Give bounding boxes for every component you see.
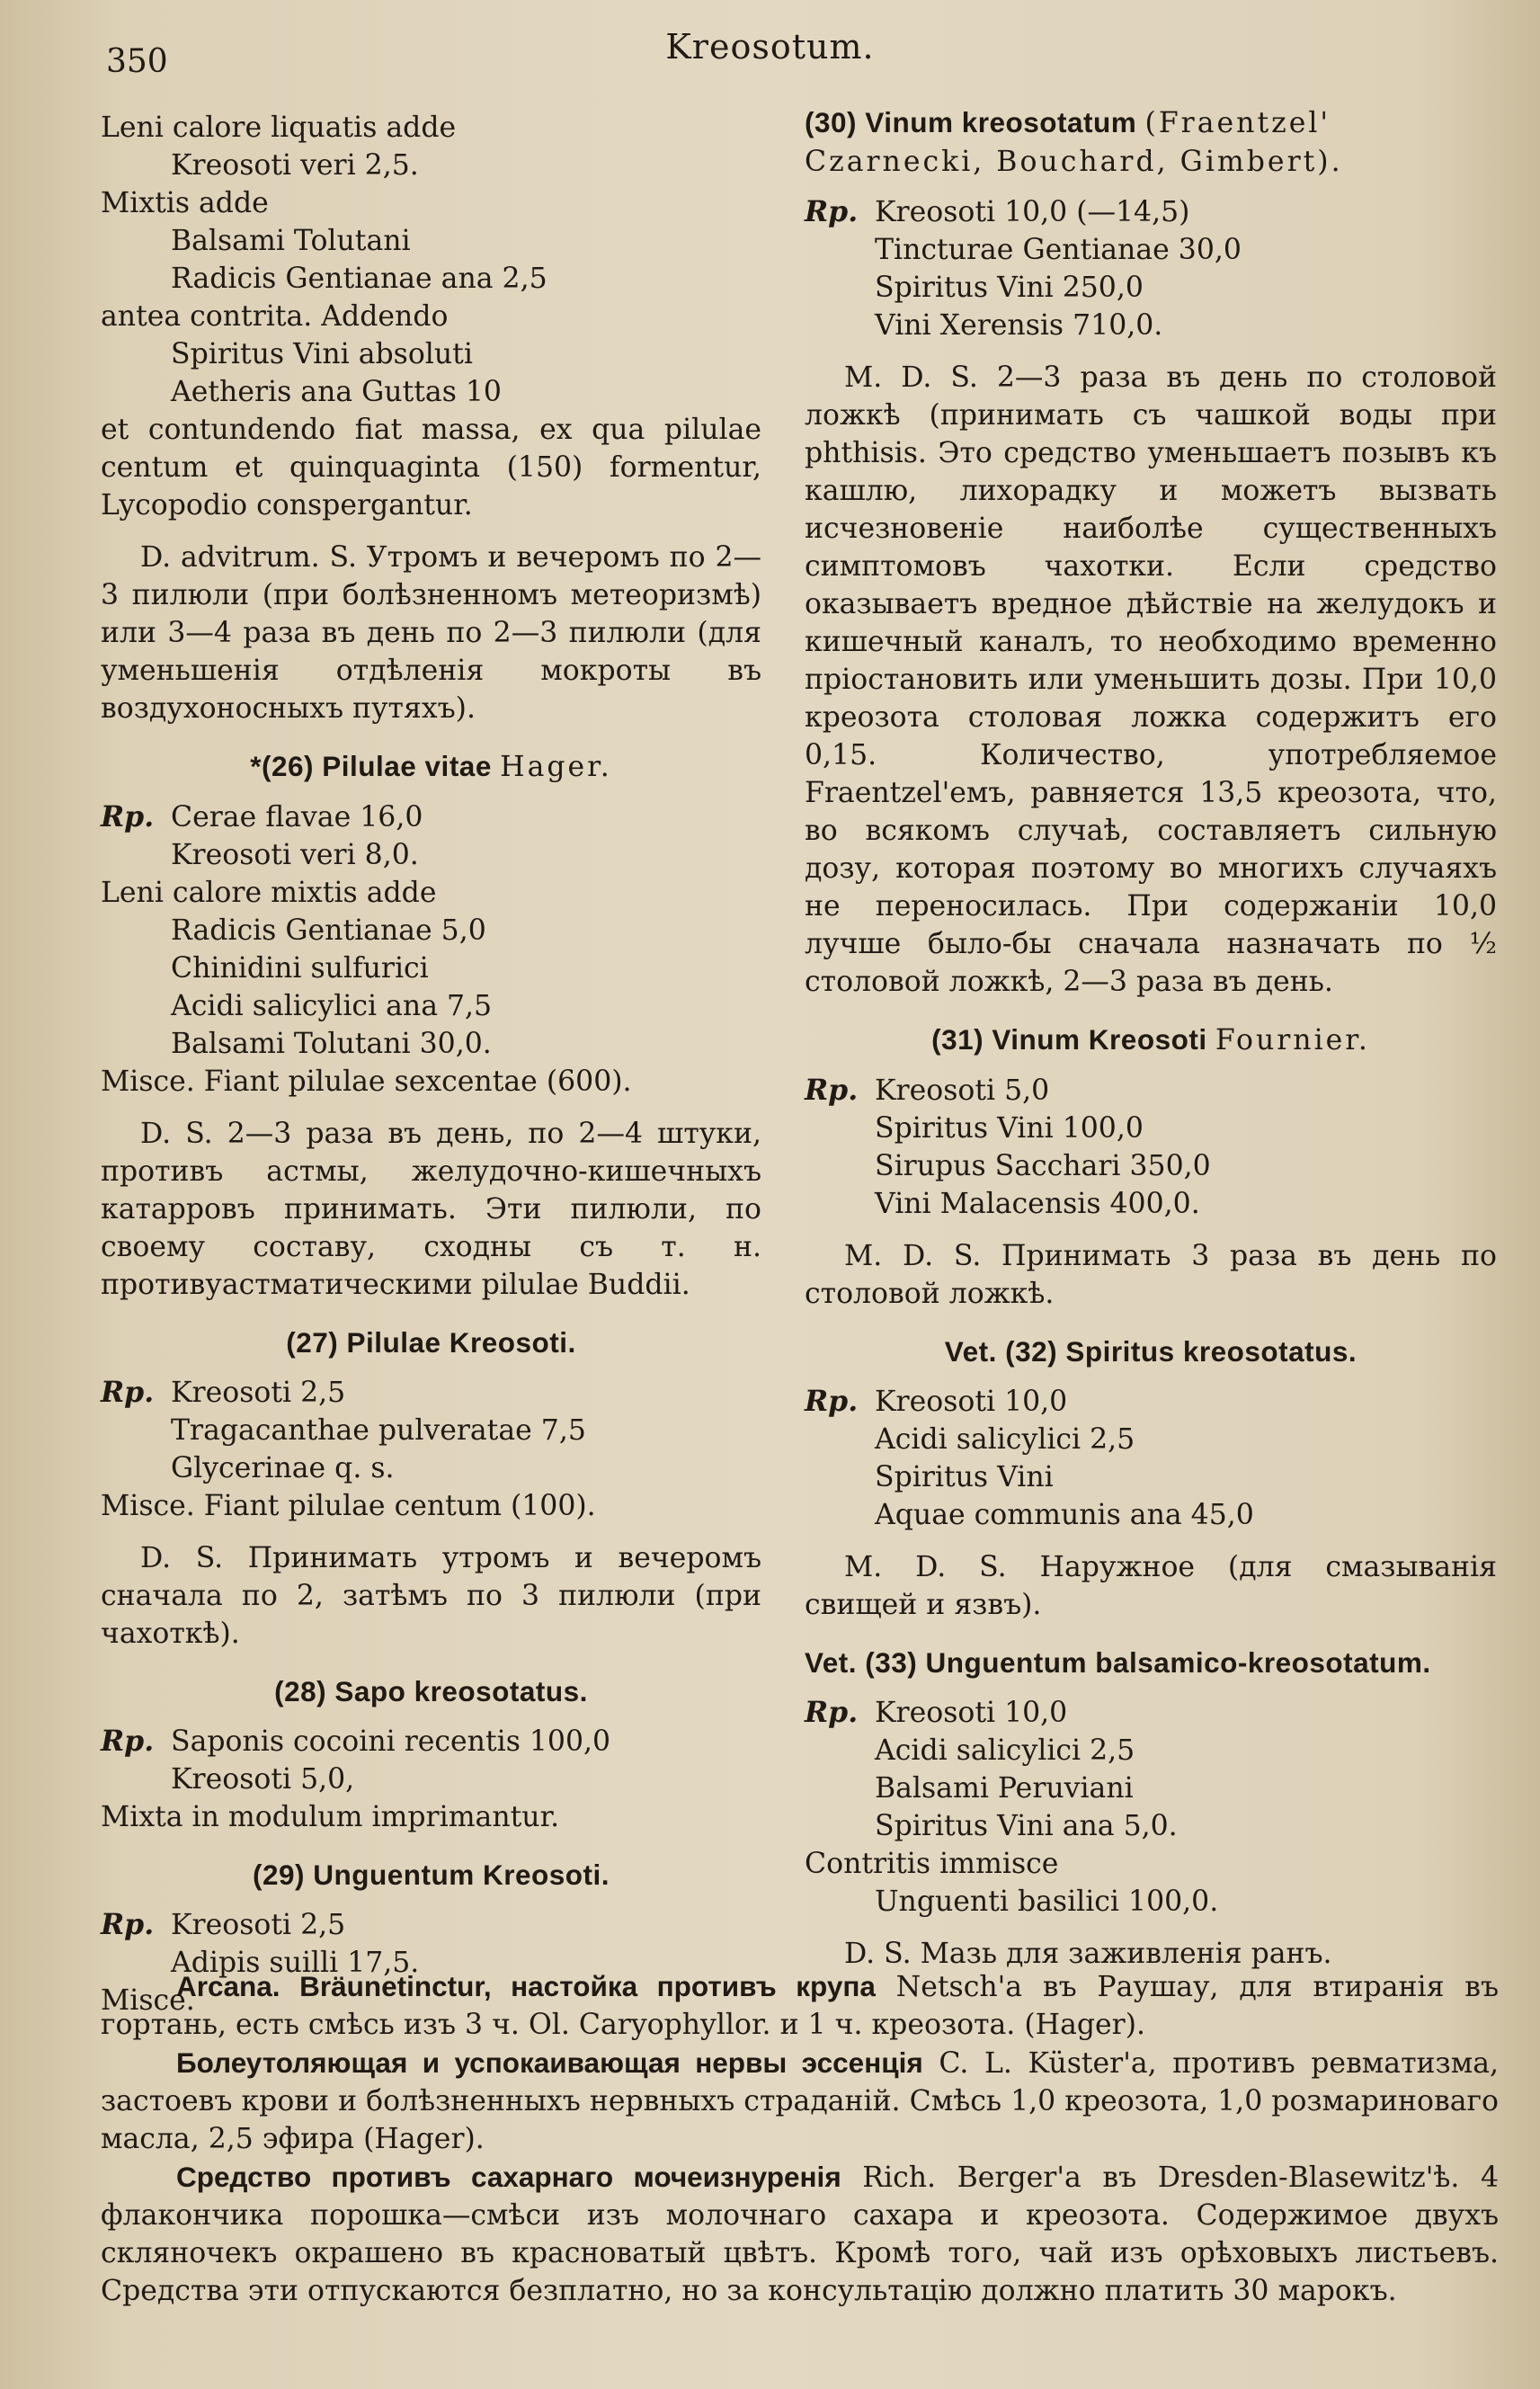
ingredient: Radicis Gentianae 5,0 (171, 914, 486, 947)
ingredient: Kreosoti 10,0 (—14,5) (875, 196, 1190, 228)
recipe-title-26 (101, 747, 761, 786)
page-number: 350 (106, 43, 168, 80)
ingredient: Saponis cocoini recentis 100,0 (171, 1725, 611, 1758)
ingredient: Aquae communis ana 45,0 (875, 1499, 1254, 1531)
ingredient: Vini Malacensis 400,0. (875, 1188, 1200, 1220)
recipe-title-27: (27) Pilulae Kreosoti. (286, 1326, 576, 1359)
ingredient: Misce. Fiant pilulae sexcentae (600). (101, 1065, 632, 1098)
recipe-32 (805, 1383, 1497, 1534)
rp-label: Rp. (101, 1908, 155, 1941)
running-title: Kreosotum. (665, 27, 875, 67)
ingredient: Cerae flavae 16,0 (171, 801, 423, 833)
ingredient: Glycerinae q. s. (171, 1452, 395, 1484)
ingredient: Balsami Peruviani (875, 1772, 1134, 1805)
rp-label: Rp. (805, 195, 859, 228)
recipe-title-30 (805, 103, 1497, 181)
recipe-author: (Fraentzel' (1144, 107, 1331, 139)
ingredient: Kreosoti 5,0, (171, 1763, 355, 1796)
prescription-line (805, 193, 1497, 231)
ingredient: Unguenti basilici 100,0. (875, 1885, 1219, 1918)
formula-line: Balsami Tolutani (171, 225, 411, 257)
recipe-author: Czarnecki, Bouchard, Gimbert). (805, 146, 1343, 178)
recipe-title-29: (29) Unguentum Kreosoti. (252, 1859, 610, 1891)
prescription-line (805, 1072, 1497, 1110)
intro-formula (101, 109, 761, 524)
formula-line: Mixtis adde (101, 187, 269, 219)
ingredient: Vini Xerensis 710,0. (875, 309, 1163, 342)
dosage-paragraph: M. D. S. 2—3 раза въ день по столовой ложкѣ (принимать съ чашкой воды при phthisis. Это средство уменьшаетъ позывъ къ кашлю, лихорадку и можетъ вызвать исчезновеніе наиболѣе существенныхъ симптомовъ чахотки. Если средство оказываетъ вредное дѣйствіе на желудокъ и кишечный каналъ, то необходимо временно пріостановить или уменьшить дозы. При 10,0 креозота столовая ложка содержитъ его 0,15. Количество, употребляемое Fraentzel'емъ, равняется 13,5 креозота, что, во всякомъ случаѣ, составляетъ сильную дозу, которая поэтому во многихъ случаяхъ не переносилась. При содержаніи 10,0 лучше было-бы сначала назначать по ½ столовой ложкѣ, 2—3 раза въ день. (805, 361, 1497, 998)
ingredient: Spiritus Vini ana 5,0. (875, 1810, 1178, 1842)
dosage-paragraph: D. S. Мазь для заживленія ранъ. (844, 1938, 1332, 1970)
dosage-paragraph: M. D. S. Принимать 3 раза въ день по столовой ложкѣ. (805, 1240, 1497, 1310)
dosage-paragraph: D. S. Принимать утромъ и вечеромъ сначала по 2, затѣмъ по 3 пилюли (при чахоткѣ). (101, 1542, 761, 1650)
formula-line: Kreosoti veri 2,5. (171, 149, 419, 182)
ingredient: Spiritus Vini 100,0 (875, 1112, 1144, 1145)
ingredient: Contritis immisce (805, 1848, 1059, 1880)
formula-text: et contundendo fiat massa, ex qua pilulae centum et quinquaginta (150) formentur, Lycopodio conspergantur. (101, 414, 761, 521)
rp-label: Rp. (805, 1385, 859, 1418)
recipe-title-28: (28) Sapo kreosotatus. (274, 1675, 588, 1707)
arcana-heading: Arcana. Bräunetinctur, настойка противъ крупа (176, 1970, 876, 2002)
rp-label: Rp. (805, 1074, 859, 1107)
formula-line: antea contrita. Addendo (101, 300, 449, 333)
ingredient: Kreosoti 10,0 (875, 1386, 1068, 1418)
recipe-author: Fournier. (1215, 1024, 1370, 1056)
right-column (805, 103, 1497, 1973)
arcana-text: C. L. Küster'a, противъ ревматизма, застоевъ крови и болѣзненныхъ нервныхъ страданій. Смѣсь 1,0 креозота, 1,0 розмариноваго масла, 2,5 эфира (Hager). (101, 2047, 1499, 2155)
prescription-line (805, 1694, 1497, 1732)
recipe-title-text: (30) Vinum kreosotatum (805, 106, 1137, 138)
formula-line: Aetheris ana Guttas 10 (171, 376, 502, 408)
ingredient: Sirupus Sacchari 350,0 (875, 1150, 1211, 1182)
arcana-paragraph (101, 1967, 1499, 2044)
ingredient: Kreosoti 10,0 (875, 1697, 1068, 1729)
arcana-section (101, 1967, 1499, 2310)
arcana-heading: Болеутоляющая и успокаивающая нервы эссенція (176, 2046, 923, 2079)
formula-line: Leni calore liquatis adde (101, 111, 457, 144)
prescription-line (101, 1723, 761, 1761)
dosage-paragraph: D. S. 2—3 раза въ день, по 2—4 штуки, противъ астмы, желудочно-кишечныхъ катарровъ принимать. Эти пилюли, по своему составу, сходны съ т. н. противуастматическими pilulae Buddii. (101, 1118, 761, 1301)
recipe-30 (805, 193, 1497, 344)
ingredient: Acidi salicylici ana 7,5 (171, 990, 493, 1022)
ingredient: Tragacanthae pulveratae 7,5 (171, 1414, 586, 1447)
recipe-title-33: Vet. (33) Unguentum balsamico-kreosotatum. (805, 1646, 1431, 1679)
rp-label: Rp. (101, 1376, 155, 1409)
formula-line: Radicis Gentianae ana 2,5 (171, 263, 547, 295)
rp-label: Rp. (101, 800, 155, 833)
recipe-title-32: Vet. (32) Spiritus kreosotatus. (944, 1335, 1358, 1368)
rp-label: Rp. (101, 1725, 155, 1758)
dosage-paragraph: D. advitrum. S. Утромъ и вечеромъ по 2—3 пилюли (при болѣзненномъ метеоризмѣ) или 3—4 раза въ день по 2—3 пилюли (для уменьшенія отдѣленія мокроты въ воздухоносныхъ путяхъ). (101, 541, 761, 725)
recipe-title-text: (31) Vinum Kreosoti (931, 1023, 1207, 1056)
ingredient: Mixta in modulum imprimantur. (101, 1801, 560, 1833)
prescription-line (101, 1906, 761, 1944)
page-header (0, 27, 1540, 90)
ingredient: Misce. Fiant pilulae centum (100). (101, 1490, 596, 1522)
arcana-text: Rich. Berger'a въ Dresden-Blasewitz'ѣ. 4 флакончика порошка—смѣси изъ молочнаго сахара и креозота. Содержимое двухъ скляночекъ окрашено въ красноватый цвѣтъ. Кромѣ того, чай изъ орѣховыхъ листьевъ. Средства эти отпускаются безплатно, но за консультацію должно платить 30 марокъ. (101, 2162, 1499, 2307)
ingredient: Misce. (101, 1984, 195, 2017)
arcana-paragraph (101, 2044, 1499, 2158)
dosage-paragraph: M. D. S. Наружное (для смазыванія свищей и язвъ). (805, 1551, 1497, 1621)
ingredient: Chinidini sulfurici (171, 952, 429, 985)
ingredient: Adipis suilli 17,5. (171, 1947, 420, 1979)
recipe-27 (101, 1374, 761, 1525)
ingredient: Balsami Tolutani 30,0. (171, 1028, 492, 1060)
recipe-title-31 (805, 1021, 1497, 1059)
ingredient: Tincturae Gentianae 30,0 (875, 234, 1242, 266)
prescription-line (805, 1383, 1497, 1421)
prescription-line (101, 1374, 761, 1412)
recipe-28 (101, 1723, 761, 1836)
formula-line: Spiritus Vini absoluti (171, 338, 473, 370)
ingredient: Spiritus Vini (875, 1461, 1054, 1493)
arcana-text: Netsch'a въ Раушау, для втиранія въ гортань, есть смѣсь изъ 3 ч. Ol. Caryophyllor. и 1 ч. креозота. (Hager). (101, 1971, 1500, 2041)
ingredient: Kreosoti 5,0 (875, 1074, 1050, 1107)
ingredient: Acidi salicylici 2,5 (875, 1423, 1135, 1456)
ingredient: Kreosoti veri 8,0. (171, 839, 419, 871)
ingredient: Leni calore mixtis adde (101, 877, 437, 909)
ingredient: Kreosoti 2,5 (171, 1909, 346, 1941)
left-column (101, 103, 761, 2019)
prescription-line (101, 798, 761, 836)
recipe-title-text: *(26) Pilulae vitae (250, 750, 492, 782)
recipe-26 (101, 798, 761, 1101)
arcana-paragraph (101, 2158, 1499, 2310)
recipe-author: Hager. (500, 751, 612, 783)
rp-label: Rp. (805, 1696, 859, 1729)
arcana-heading: Средство противъ сахарнаго мочеизнуренія (176, 2161, 841, 2193)
recipe-31 (805, 1072, 1497, 1223)
ingredient: Spiritus Vini 250,0 (875, 272, 1144, 304)
ingredient: Kreosoti 2,5 (171, 1377, 346, 1409)
recipe-33 (805, 1694, 1497, 1921)
ingredient: Acidi salicylici 2,5 (875, 1734, 1135, 1767)
